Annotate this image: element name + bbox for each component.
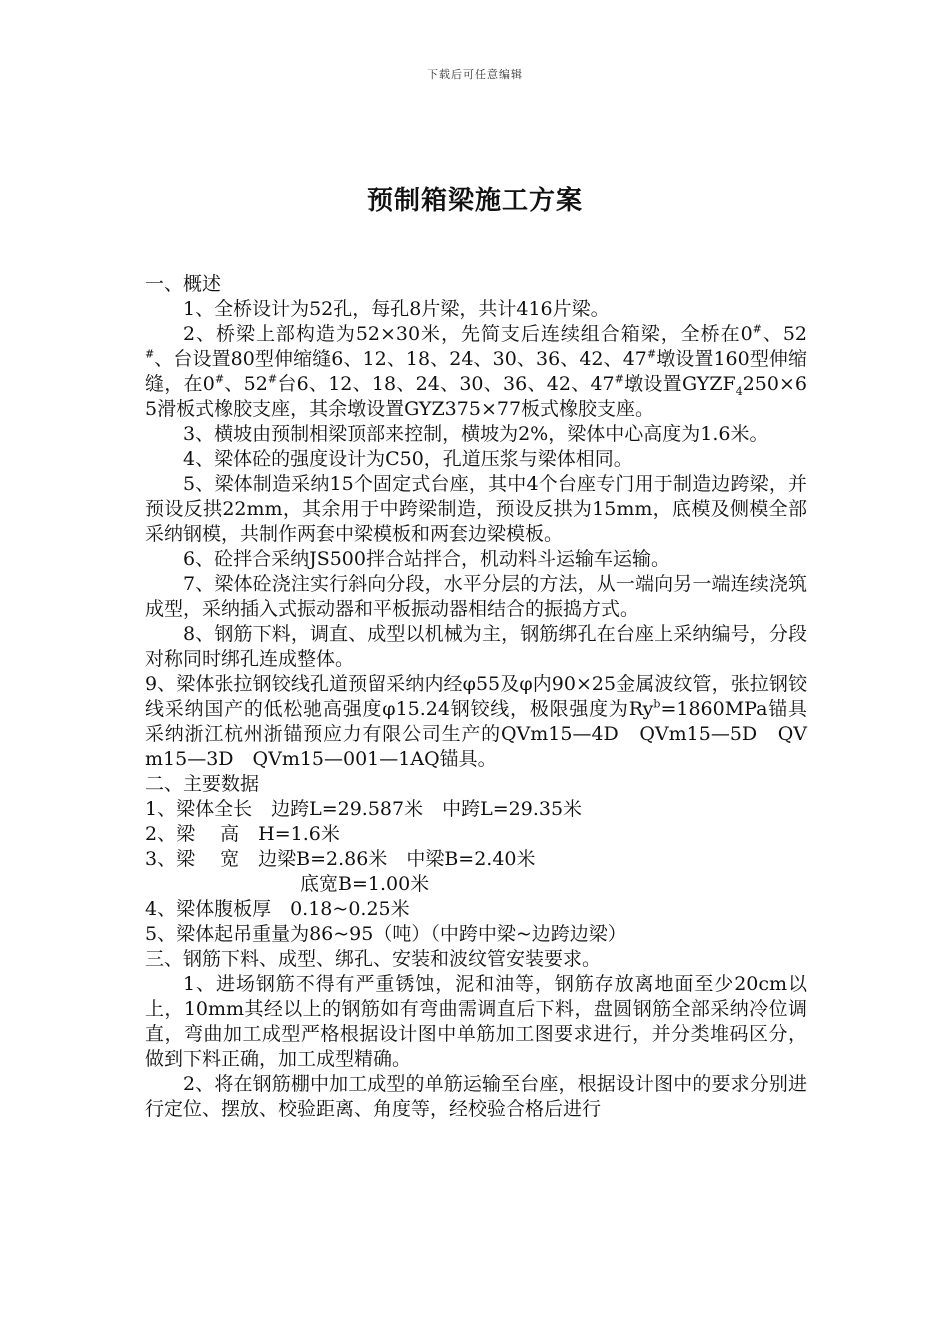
text-run: 250×65滑板式橡胶支座，其余墩设置GYZ375×77板式橡胶支座。: [145, 373, 807, 420]
data-line-height: 2、梁 高 H=1.6米: [145, 823, 340, 845]
paragraph: 1、全桥设计为52孔，每孔8片梁，共计416片梁。: [183, 298, 610, 320]
superscript: #: [614, 372, 624, 386]
superscript: #: [267, 372, 278, 386]
data-line-bottom-width: 底宽B=1.00米: [300, 873, 430, 895]
section-heading-main-data: 二、主要数据: [145, 773, 260, 795]
text-run: 2、桥梁上部构造为52×30米，先简支后连续组合箱梁，全桥在0: [183, 323, 753, 345]
superscript: #: [646, 347, 657, 361]
superscript: #: [214, 372, 225, 386]
paragraph: 3、横坡由预制相梁顶部来控制，横坡为2%，梁体中心高度为1.6米。: [183, 423, 769, 445]
document-body: [145, 272, 807, 1122]
data-line-width: 3、梁 宽 边梁B=2.86米 中梁B=2.40米: [145, 848, 536, 870]
text-run: 墩设置160型伸缩缝，在0: [145, 348, 808, 395]
paragraph-prestress: [145, 672, 807, 772]
paragraph: 8、钢筋下料，调直、成型以机械为主，钢筋绑孔在台座上采纳编号，分段对称同时绑孔连成整体。: [145, 623, 807, 670]
superscript: #: [145, 347, 155, 361]
paragraph: 7、梁体砼浇注实行斜向分段，水平分层的方法，从一端向另一端连续浇筑成型，采纳插入式振动器和平板振动器相结合的振捣方式。: [145, 573, 807, 620]
data-line-lifting-weight: 5、梁体起吊重量为86~95（吨）（中跨中梁~边跨边梁）: [145, 923, 627, 945]
paragraph: 6、砼拌合采纳JS500拌合站拌合，机动料斗运输车运输。: [183, 548, 670, 570]
header-note: 下载后可任意编辑: [427, 68, 523, 81]
section-heading-rebar: 三、钢筋下料、成型、绑孔、安装和波纹管安装要求。: [145, 948, 602, 970]
paragraph: 4、梁体砼的强度设计为C50，孔道压浆与梁体相同。: [183, 448, 633, 470]
superscript: b: [653, 697, 661, 711]
paragraph: 2、将在钢筋棚中加工成型的单筋运输至台座，根据设计图中的要求分别进行定位、摆放、校验距离、角度等，经校验合格后进行: [145, 1073, 807, 1120]
paragraph: 1、进场钢筋不得有严重锈蚀，泥和油等，钢筋存放离地面至少20cm以上，10mm其经以上的钢筋如有弯曲需调直后下料，盘圆钢筋全部采纳冷位调直，弯曲加工成型严格根据设计图中单筋加工图要求进行，并分类堆码区分，做到下料正确，加工成型精确。: [145, 973, 807, 1070]
subscript: 4: [735, 384, 743, 398]
text-run: 、52: [761, 323, 807, 345]
data-line-length: 1、梁体全长 边跨L=29.587米 中跨L=29.35米: [145, 798, 583, 820]
data-line-web-thickness: 4、梁体腹板厚 0.18~0.25米: [145, 898, 410, 920]
text-run: 台6、12、18、24、30、36、42、47: [277, 373, 615, 395]
paragraph: 5、梁体制造采纳15个固定式台座，其中4个台座专门用于制造边跨梁，并预设反拱22mm，其余用于中跨梁制造，预设反拱为15mm，底模及侧模全部采纳钢模，共制作两套中梁模板和两套边梁模板。: [145, 473, 807, 545]
superscript: #: [752, 322, 762, 336]
text-run: 9、梁体张拉钢铰线孔道预留采纳内经φ55及φ内90×25金属波纹管，张拉钢铰线采纳国产的低松驰高强度φ15.24钢铰线，极限强度为Ry: [145, 673, 807, 720]
text-run: 墩设置GYZF: [623, 373, 736, 395]
document-title: 预制箱梁施工方案: [366, 186, 583, 216]
section-heading-overview: 一、概述: [145, 273, 222, 295]
text-run: =1860MPa锚具采纳浙江杭州浙锚预应力有限公司生产的QVm15—4D QVm15—5D QVm15—3D QVm15—001—1AQ锚具。: [145, 698, 807, 770]
text-run: 、52: [224, 373, 268, 395]
text-run: 、台设置80型伸缩缝6、12、18、24、30、36、42、47: [154, 348, 647, 370]
paragraph-superstructure: [145, 322, 807, 422]
